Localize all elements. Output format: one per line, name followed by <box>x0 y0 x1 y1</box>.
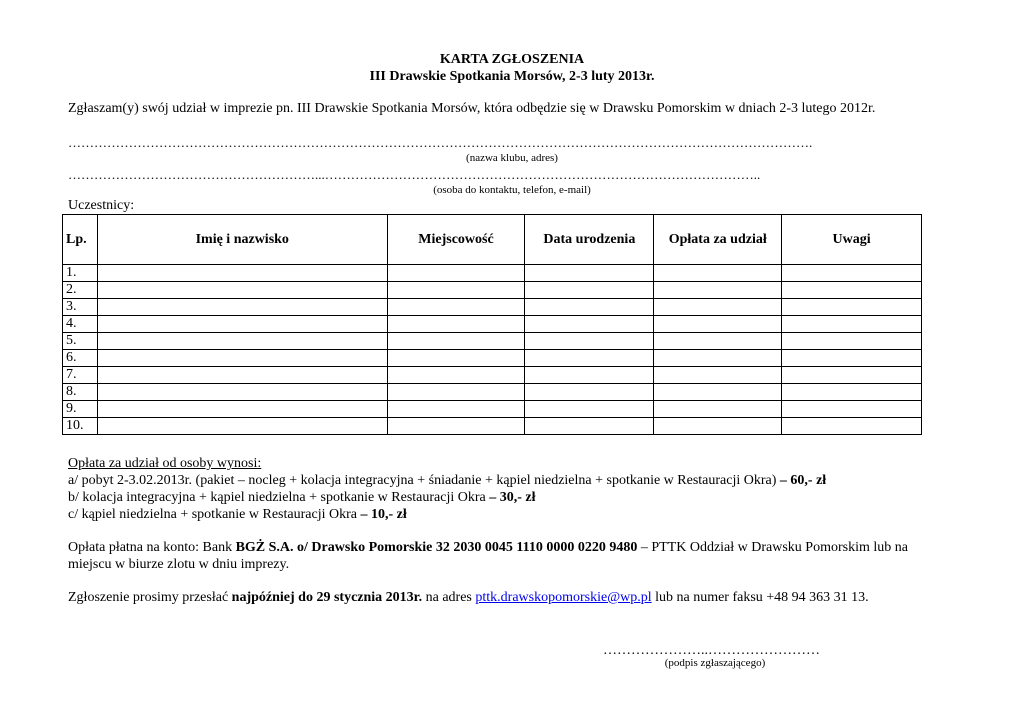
fee-cell[interactable] <box>654 333 782 350</box>
fee-cell[interactable] <box>654 418 782 435</box>
birthdate-cell[interactable] <box>525 265 654 282</box>
fee-option-a <box>68 473 826 489</box>
table-row <box>63 418 922 435</box>
row-number: 7. <box>63 367 98 384</box>
birthdate-cell[interactable] <box>525 282 654 299</box>
notes-cell[interactable] <box>782 282 922 299</box>
table-row <box>63 350 922 367</box>
payment-suffix: – PTTK Oddział w Drawsku Pomorskim lub na <box>637 540 908 555</box>
birthdate-cell[interactable] <box>525 316 654 333</box>
fee-a-price: – 60,- zł <box>776 473 827 488</box>
fee-cell[interactable] <box>654 316 782 333</box>
notes-cell[interactable] <box>782 333 922 350</box>
birthdate-cell[interactable] <box>525 418 654 435</box>
table-row <box>63 401 922 418</box>
row-number: 9. <box>63 401 98 418</box>
birthdate-cell[interactable] <box>525 384 654 401</box>
intro-text: Zgłaszam(y) swój udział w imprezie pn. III Drawskie Spotkania Morsów, która odbędzie się w Drawsku Pomorskim w dniach 2-3 lutego 2012r. <box>68 101 876 116</box>
email-link[interactable]: pttk.drawskopomorskie@wp.pl <box>475 590 652 605</box>
table-row <box>63 316 922 333</box>
name-cell[interactable] <box>97 282 387 299</box>
birthdate-cell[interactable] <box>525 333 654 350</box>
birthdate-cell[interactable] <box>525 401 654 418</box>
fee-option-c <box>68 507 407 523</box>
header-birthdate: Data urodzenia <box>525 215 654 265</box>
name-cell[interactable] <box>97 265 387 282</box>
row-number: 6. <box>63 350 98 367</box>
notes-cell[interactable] <box>782 384 922 401</box>
town-cell[interactable] <box>387 282 525 299</box>
name-cell[interactable] <box>97 384 387 401</box>
header-lp: Lp. <box>63 215 98 265</box>
table-header-row <box>63 215 922 265</box>
town-cell[interactable] <box>387 418 525 435</box>
submission-suffix: lub na numer faksu +48 94 363 31 13. <box>651 590 869 605</box>
birthdate-cell[interactable] <box>525 350 654 367</box>
row-number: 3. <box>63 299 98 316</box>
row-number: 2. <box>63 282 98 299</box>
fee-cell[interactable] <box>654 299 782 316</box>
town-cell[interactable] <box>387 299 525 316</box>
notes-cell[interactable] <box>782 299 922 316</box>
club-label: (nazwa klubu, adres) <box>466 152 558 164</box>
table-row <box>63 265 922 282</box>
header-fee: Opłata za udział <box>654 215 782 265</box>
town-cell[interactable] <box>387 350 525 367</box>
table-row <box>63 299 922 316</box>
name-cell[interactable] <box>97 367 387 384</box>
table-row <box>63 384 922 401</box>
town-cell[interactable] <box>387 265 525 282</box>
submission-middle: na adres <box>422 590 476 605</box>
town-cell[interactable] <box>387 401 525 418</box>
table-row <box>63 282 922 299</box>
header-notes: Uwagi <box>782 215 922 265</box>
name-cell[interactable] <box>97 350 387 367</box>
town-cell[interactable] <box>387 384 525 401</box>
submission-prefix: Zgłoszenie prosimy przesłać <box>68 590 232 605</box>
participants-table <box>62 214 922 435</box>
document-title: KARTA ZGŁOSZENIA <box>439 52 585 67</box>
signature-label: (podpis zgłaszającego) <box>664 657 766 669</box>
contact-dotted-line: …………………………………………………...……………………………………………………………………………………….. <box>68 167 761 182</box>
payment-prefix: Opłata płatna na konto: Bank <box>68 540 236 555</box>
submission-line <box>68 590 869 606</box>
participants-label: Uczestnicy: <box>68 198 135 213</box>
town-cell[interactable] <box>387 316 525 333</box>
birthdate-cell[interactable] <box>525 367 654 384</box>
town-cell[interactable] <box>387 367 525 384</box>
name-cell[interactable] <box>97 418 387 435</box>
fee-cell[interactable] <box>654 384 782 401</box>
notes-cell[interactable] <box>782 350 922 367</box>
fee-a-text: a/ pobyt 2-3.02.2013r. (pakiet – nocleg + kolacja integracyjna + śniadanie + kąpiel niedzielna + spotkanie w Restauracji Okra) <box>68 473 777 488</box>
fee-c-text: c/ kąpiel niedzielna + spotkanie w Restauracji Okra <box>68 507 357 522</box>
row-number: 4. <box>63 316 98 333</box>
fee-cell[interactable] <box>654 401 782 418</box>
fee-cell[interactable] <box>654 265 782 282</box>
name-cell[interactable] <box>97 316 387 333</box>
table-row <box>63 333 922 350</box>
fee-option-b <box>68 490 536 506</box>
payment-line-2: miejscu w biurze zlotu w dniu imprezy. <box>68 557 290 572</box>
fee-cell[interactable] <box>654 282 782 299</box>
signature-dots: …………………..…………………… <box>603 643 820 658</box>
row-number: 10. <box>63 418 98 435</box>
header-name: Imię i nazwisko <box>97 215 387 265</box>
submission-deadline: najpóźniej do 29 stycznia 2013r. <box>231 590 423 605</box>
birthdate-cell[interactable] <box>525 299 654 316</box>
fee-cell[interactable] <box>654 367 782 384</box>
bank-account: BGŻ S.A. o/ Drawsko Pomorskie 32 2030 0045 1110 0000 0220 9480 <box>235 540 638 555</box>
header-town: Miejscowość <box>387 215 525 265</box>
fee-b-text: b/ kolacja integracyjna + kąpiel niedzielna + spotkanie w Restauracji Okra <box>68 490 486 505</box>
table-row <box>63 367 922 384</box>
notes-cell[interactable] <box>782 401 922 418</box>
town-cell[interactable] <box>387 333 525 350</box>
fee-c-price: – 10,- zł <box>356 507 407 522</box>
name-cell[interactable] <box>97 333 387 350</box>
row-number: 5. <box>63 333 98 350</box>
contact-label: (osoba do kontaktu, telefon, e-mail) <box>433 184 591 196</box>
notes-cell[interactable] <box>782 367 922 384</box>
document-subtitle: III Drawskie Spotkania Morsów, 2-3 luty 2013r. <box>369 69 655 84</box>
club-dotted-line: ………………………………………………………………………………………………………………………………………………………. <box>68 135 813 150</box>
name-cell[interactable] <box>97 401 387 418</box>
row-number: 1. <box>63 265 98 282</box>
name-cell[interactable] <box>97 299 387 316</box>
fee-cell[interactable] <box>654 350 782 367</box>
fee-b-price: – 30,- zł <box>485 490 536 505</box>
fees-heading: Opłata za udział od osoby wynosi: <box>68 456 262 471</box>
notes-cell[interactable] <box>782 316 922 333</box>
notes-cell[interactable] <box>782 265 922 282</box>
notes-cell[interactable] <box>782 418 922 435</box>
payment-line-1 <box>68 540 908 556</box>
row-number: 8. <box>63 384 98 401</box>
